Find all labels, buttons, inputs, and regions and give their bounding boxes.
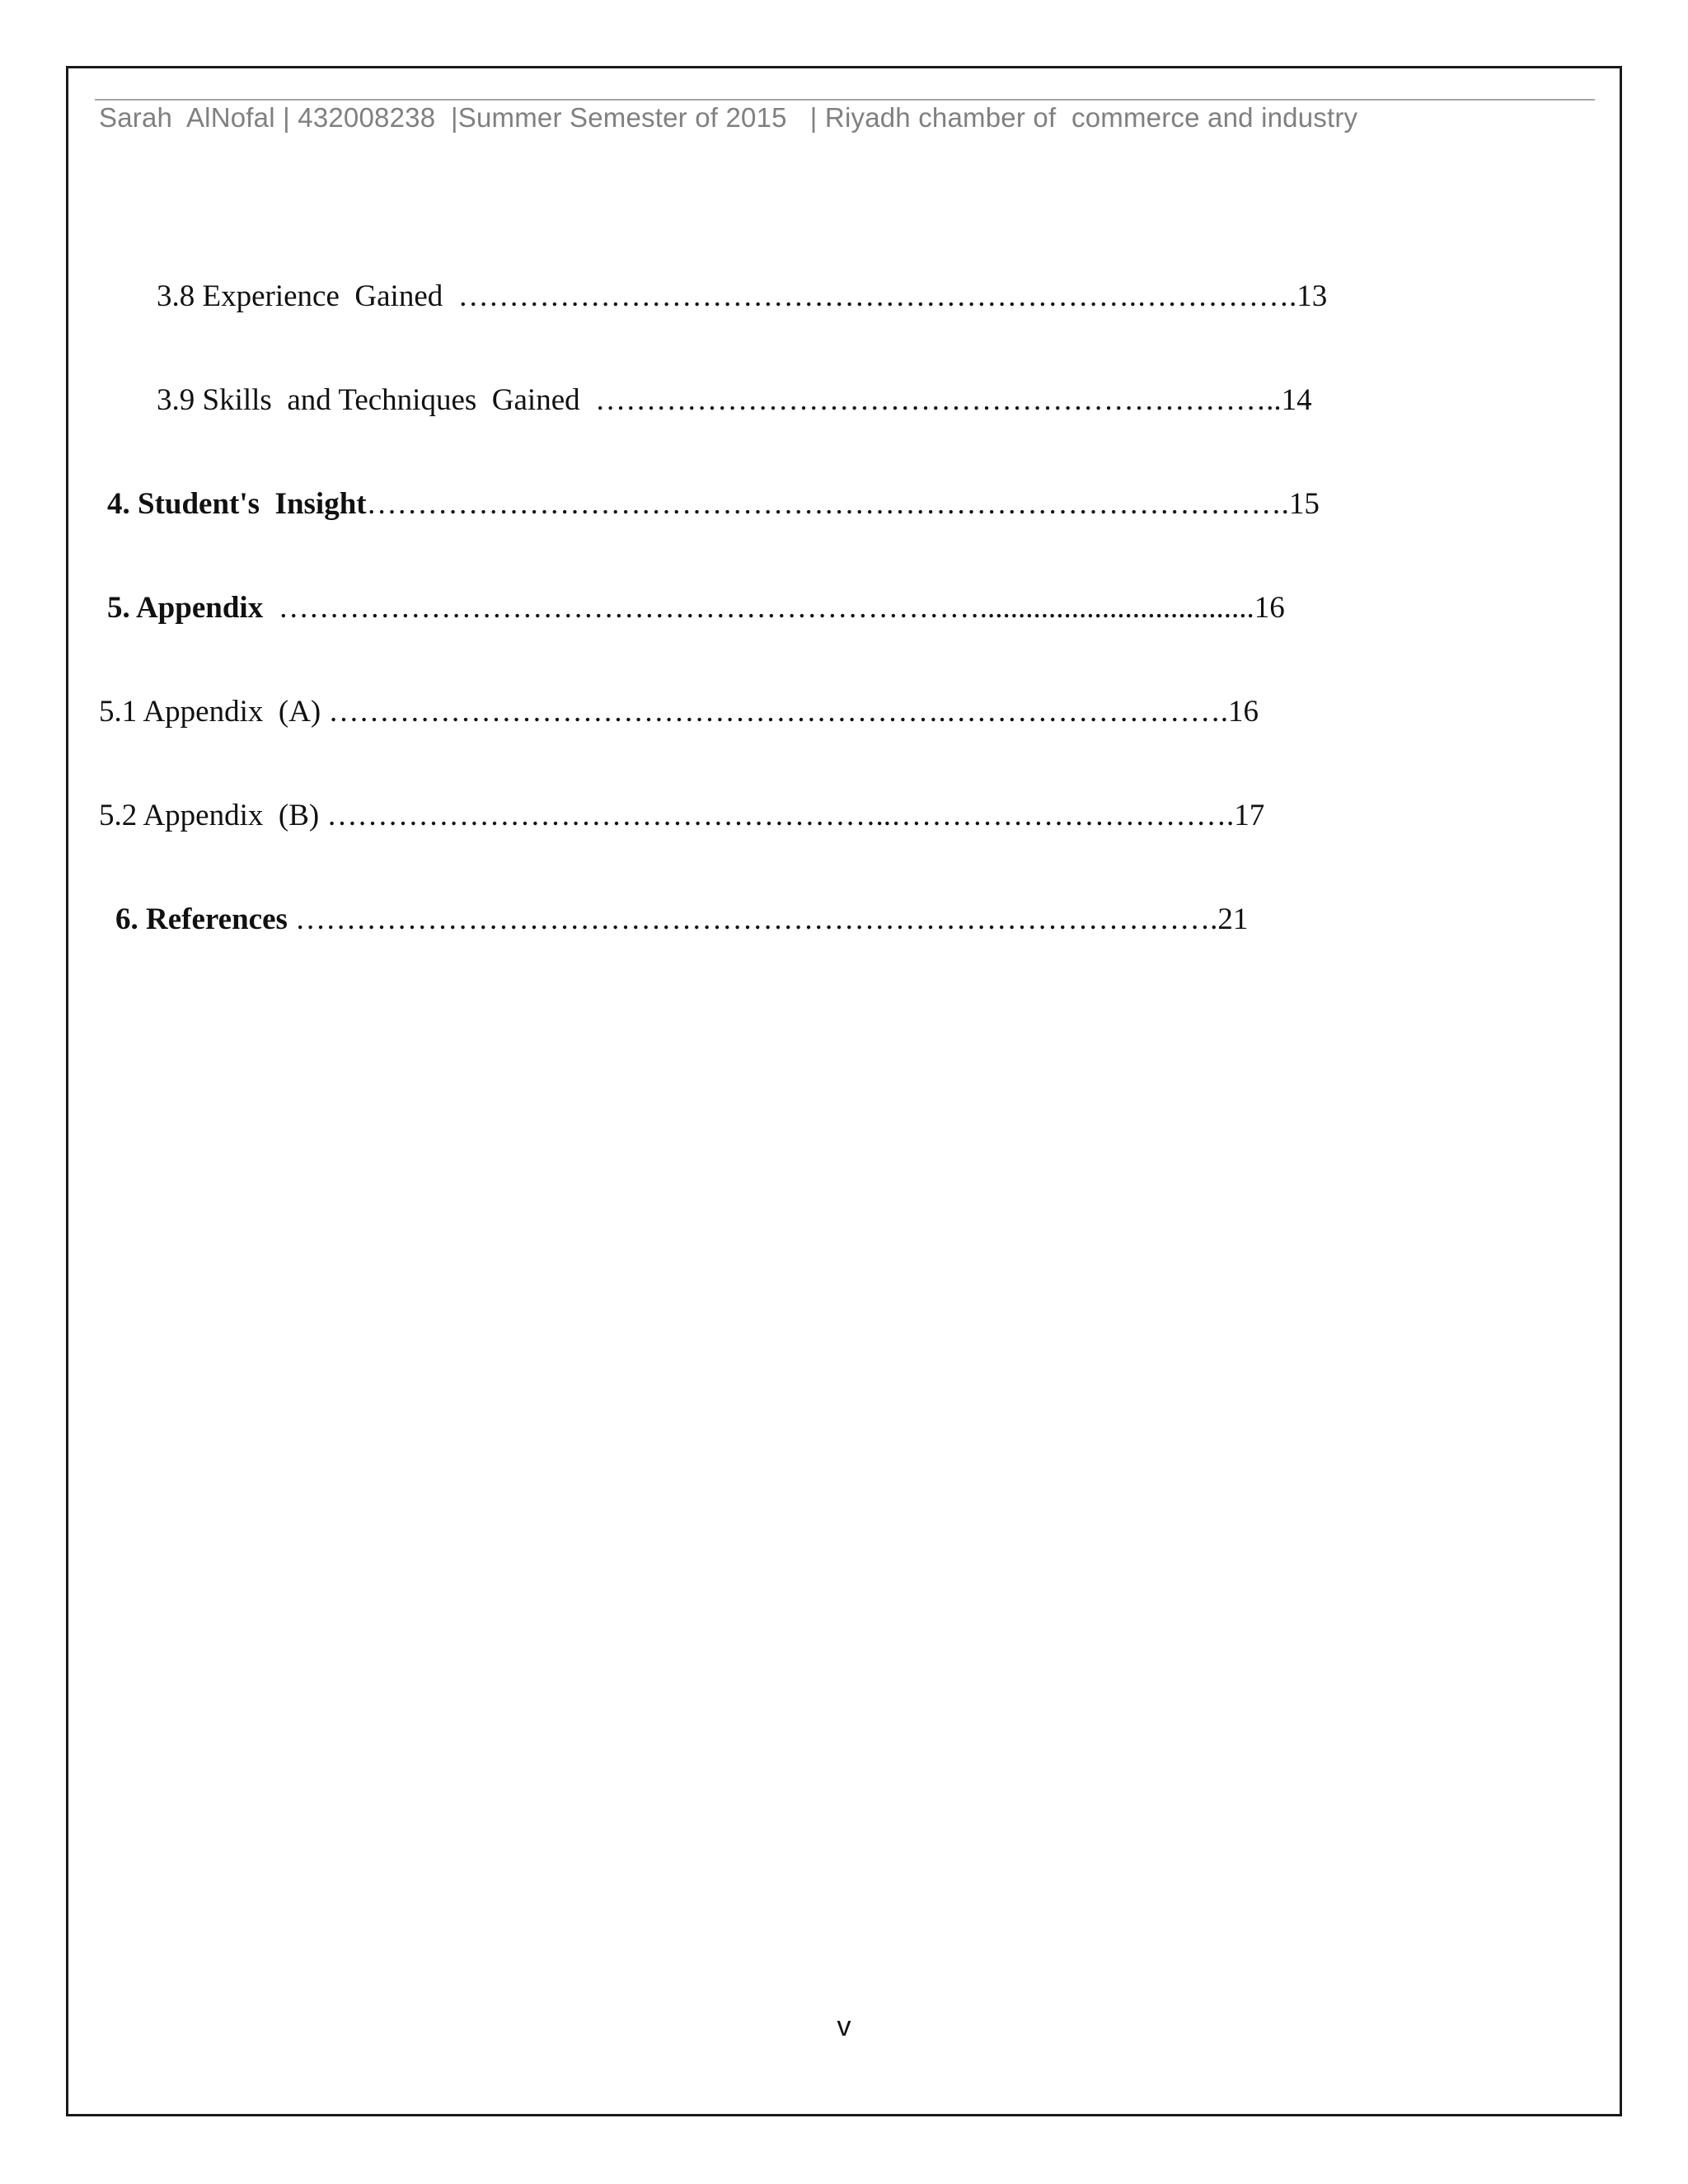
toc-entry-3-8[interactable]: [157, 279, 1327, 314]
page-border: [66, 66, 1622, 2116]
toc-entry-4[interactable]: [107, 486, 1320, 522]
toc-entry-leader: ……………………………………………………………....................................: [278, 591, 1254, 625]
toc-entry-3-9[interactable]: [157, 382, 1312, 418]
toc-entry-5[interactable]: [107, 590, 1285, 626]
toc-entry-6[interactable]: [115, 902, 1248, 937]
toc-entry-label: 3.9 Skills and Techniques Gained: [157, 383, 596, 417]
toc-entry-label: 4. Student's Insight: [107, 487, 367, 521]
toc-entry-5-1[interactable]: [99, 694, 1259, 729]
toc-entry-label: 5.1 Appendix (A): [99, 695, 329, 729]
toc-entry-label: 5.2 Appendix (B): [99, 799, 327, 832]
toc-entry-page: 16: [1228, 695, 1259, 729]
toc-entry-leader: …………………………………………………………..: [595, 383, 1282, 417]
toc-entry-page: 15: [1288, 487, 1320, 521]
header-divider: [95, 99, 1595, 101]
toc-entry-page: 13: [1296, 279, 1328, 313]
toc-entry-label: 6. References: [115, 902, 296, 936]
page-number: v: [837, 2011, 851, 2042]
toc-entry-label: 3.8 Experience Gained: [157, 279, 458, 313]
toc-entry-5-2[interactable]: [99, 798, 1264, 833]
toc-entry-page: 14: [1281, 383, 1312, 417]
toc-entry-page: 21: [1217, 902, 1249, 936]
toc-entry-page: 17: [1234, 799, 1265, 832]
toc-entry-leader: ………………………………………………..…………………………….: [326, 799, 1235, 832]
toc-entry-leader: …………………………………………………….……………………….: [328, 695, 1228, 729]
toc-entry-leader: ……………………………………………………………………………….: [295, 902, 1218, 936]
running-header: Sarah AlNofal | 432008238 |Summer Semester of 2015 | Riyadh chamber of commerce and industry: [99, 102, 1358, 133]
toc-entry-leader: ……………………………………………………………………………….: [366, 487, 1289, 521]
toc-entry-label: 5. Appendix: [107, 591, 279, 625]
toc-entry-page: 16: [1254, 591, 1285, 625]
toc-entry-leader: ………………………………………………………….…………….: [457, 279, 1297, 313]
